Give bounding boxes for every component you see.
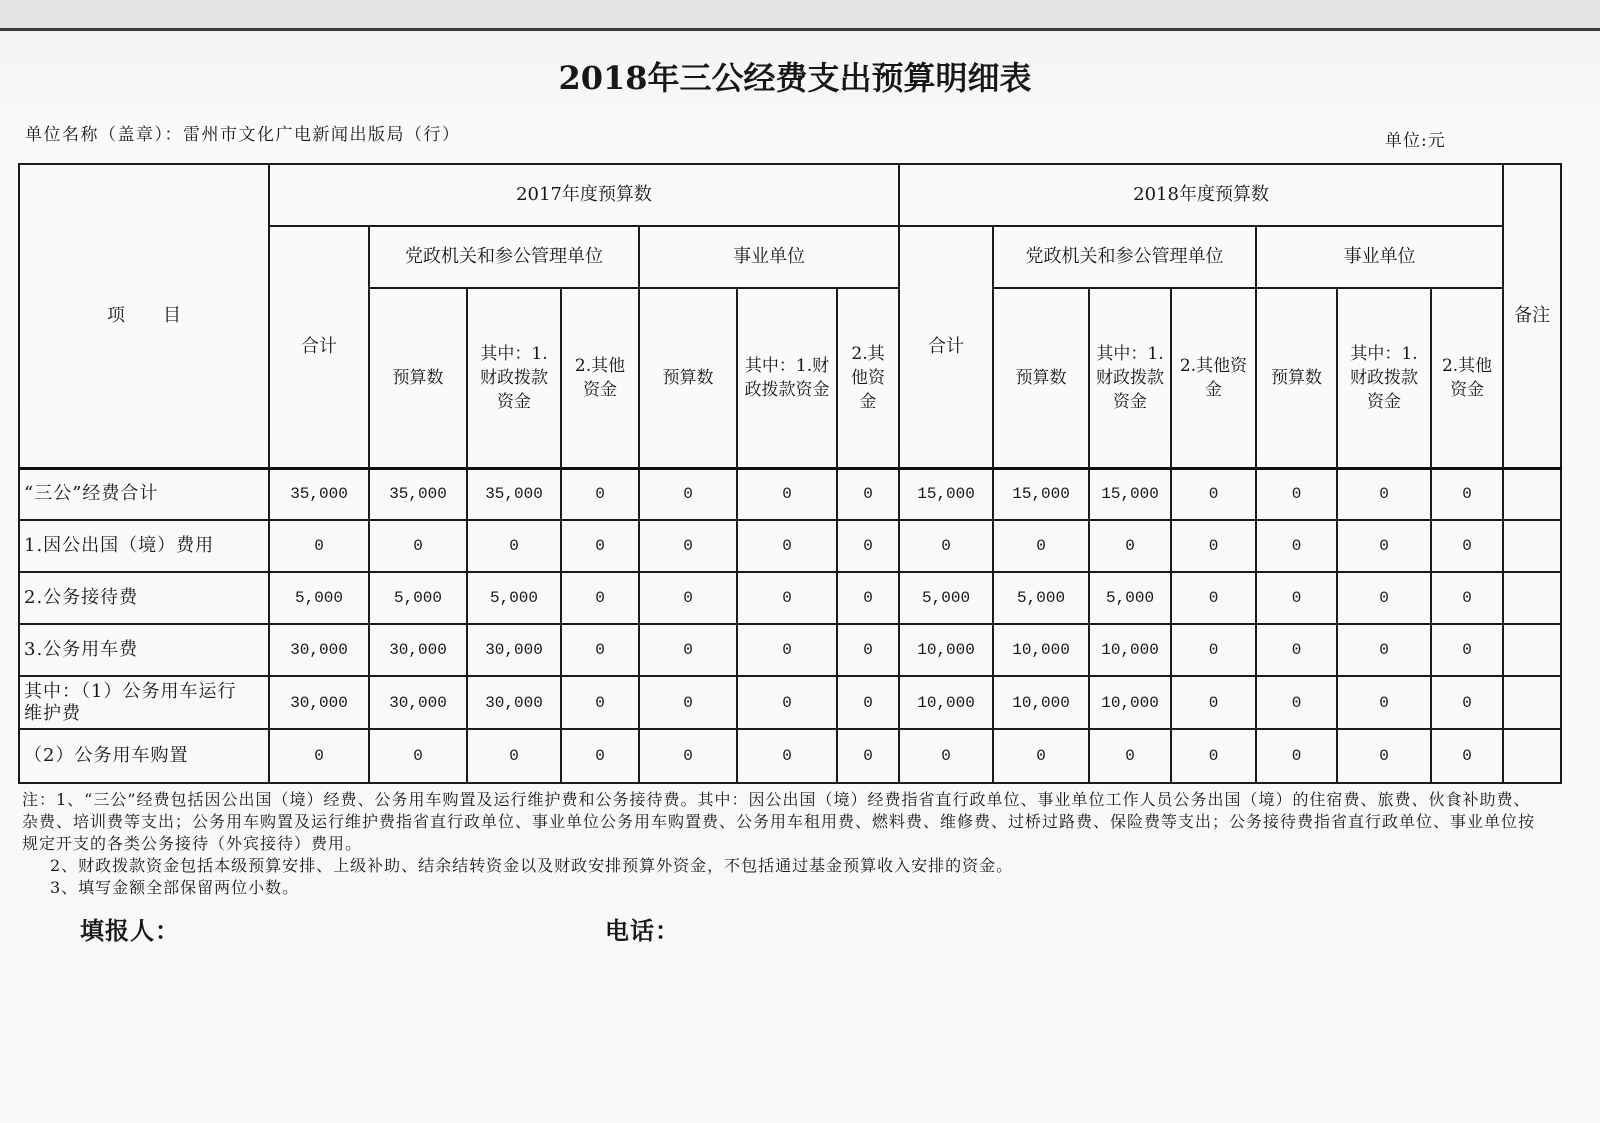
y2018-total-cell: 5,000 <box>899 572 993 624</box>
y2018-total-cell: 0 <box>899 520 993 572</box>
y2017-institution-fiscal-cell: 0 <box>737 676 837 729</box>
y2018-party-other-cell: 0 <box>1171 468 1256 520</box>
remarks-cell <box>1503 676 1561 729</box>
item-label: 1.因公出国（境）费用 <box>19 520 269 572</box>
item-label: 2.公务接待费 <box>19 572 269 624</box>
currency-unit: 单位:元 <box>1385 131 1446 151</box>
notes-section <box>22 789 1539 899</box>
item-label: （2）公务用车购置 <box>19 729 269 783</box>
y2018-party-other-cell: 0 <box>1171 624 1256 676</box>
y2017-party-other-cell: 0 <box>561 624 639 676</box>
item-label: 3.公务用车费 <box>19 624 269 676</box>
remarks-cell <box>1503 572 1561 624</box>
y2017-total-cell: 5,000 <box>269 572 369 624</box>
y2017-total-cell: 0 <box>269 729 369 783</box>
y2017-party-fiscal-cell: 30,000 <box>467 676 561 729</box>
year-2018-header: 2018年度预算数 <box>899 164 1503 226</box>
unit-name: 单位名称（盖章）：雷州市文化广电新闻出版局（行） <box>25 125 461 145</box>
item-label: 其中：（1）公务用车运行维护费 <box>19 676 269 729</box>
page-title: 2018年三公经费支出预算明细表 <box>558 59 1032 97</box>
y2017-institution-budget-cell: 0 <box>639 729 737 783</box>
y2018-party-budget-cell: 10,000 <box>993 624 1089 676</box>
y2018-institution-other-cell: 0 <box>1431 572 1503 624</box>
y2018-institution-fiscal-cell: 0 <box>1337 572 1431 624</box>
y2018-party-other-cell: 0 <box>1171 572 1256 624</box>
y2017-institution-budget-cell: 0 <box>639 624 737 676</box>
year-2017-institution-budget-header: 预算数 <box>639 288 737 468</box>
y2018-party-budget-cell: 0 <box>993 520 1089 572</box>
header-row-years <box>19 164 1561 226</box>
y2018-institution-budget-cell: 0 <box>1256 468 1337 520</box>
y2018-institution-fiscal-cell: 0 <box>1337 624 1431 676</box>
y2017-institution-other-cell: 0 <box>837 676 899 729</box>
y2018-party-fiscal-cell: 10,000 <box>1089 676 1171 729</box>
y2018-institution-fiscal-cell: 0 <box>1337 729 1431 783</box>
y2018-institution-fiscal-cell: 0 <box>1337 520 1431 572</box>
y2018-institution-fiscal-cell: 0 <box>1337 676 1431 729</box>
y2018-institution-other-cell: 0 <box>1431 520 1503 572</box>
y2018-institution-other-cell: 0 <box>1431 676 1503 729</box>
y2018-party-other-cell: 0 <box>1171 520 1256 572</box>
y2017-institution-fiscal-cell: 0 <box>737 624 837 676</box>
y2017-party-fiscal-cell: 0 <box>467 729 561 783</box>
y2017-institution-other-cell: 0 <box>837 520 899 572</box>
y2017-institution-other-cell: 0 <box>837 468 899 520</box>
year-2017-total-header: 合计 <box>269 226 369 468</box>
year-2018-total-header: 合计 <box>899 226 993 468</box>
item-column-header: 项目 <box>19 164 269 468</box>
table-body <box>19 468 1561 783</box>
year-2018-institution-fiscal-header: 其中：1.财政拨款资金 <box>1337 288 1431 468</box>
y2017-institution-fiscal-cell: 0 <box>737 572 837 624</box>
table-row-vehicle <box>19 624 1561 676</box>
paper-top-edge <box>0 0 1600 31</box>
y2018-institution-budget-cell: 0 <box>1256 676 1337 729</box>
table-row-vehicle-operation <box>19 676 1561 729</box>
y2018-party-other-cell: 0 <box>1171 676 1256 729</box>
budget-table <box>18 163 1562 784</box>
y2018-party-fiscal-cell: 5,000 <box>1089 572 1171 624</box>
phone-label: 电话： <box>605 916 680 945</box>
y2017-total-cell: 35,000 <box>269 468 369 520</box>
y2017-total-cell: 30,000 <box>269 624 369 676</box>
year-2017-party-budget-header: 预算数 <box>369 288 467 468</box>
y2017-institution-budget-cell: 0 <box>639 676 737 729</box>
y2018-total-cell: 10,000 <box>899 624 993 676</box>
y2017-party-other-cell: 0 <box>561 676 639 729</box>
note-3: 3、填写金额全部保留两位小数。 <box>50 878 300 897</box>
y2017-total-cell: 0 <box>269 520 369 572</box>
y2018-party-fiscal-cell: 0 <box>1089 520 1171 572</box>
filler-label: 填报人： <box>80 916 180 945</box>
y2017-party-other-cell: 0 <box>561 468 639 520</box>
year-2017-party-fiscal-header: 其中：1.财政拨款资金 <box>467 288 561 468</box>
y2018-party-budget-cell: 15,000 <box>993 468 1089 520</box>
y2018-institution-budget-cell: 0 <box>1256 572 1337 624</box>
remarks-cell <box>1503 468 1561 520</box>
y2017-institution-budget-cell: 0 <box>639 468 737 520</box>
y2017-institution-other-cell: 0 <box>837 624 899 676</box>
y2017-institution-fiscal-cell: 0 <box>737 468 837 520</box>
y2017-party-budget-cell: 35,000 <box>369 468 467 520</box>
y2018-institution-other-cell: 0 <box>1431 729 1503 783</box>
y2017-institution-other-cell: 0 <box>837 572 899 624</box>
y2018-party-budget-cell: 10,000 <box>993 676 1089 729</box>
y2018-total-cell: 10,000 <box>899 676 993 729</box>
year-2017-party-gov-header: 党政机关和参公管理单位 <box>369 226 639 288</box>
y2017-party-budget-cell: 30,000 <box>369 676 467 729</box>
y2018-party-fiscal-cell: 10,000 <box>1089 624 1171 676</box>
y2018-party-fiscal-cell: 0 <box>1089 729 1171 783</box>
y2017-party-fiscal-cell: 0 <box>467 520 561 572</box>
table-row-vehicle-purchase <box>19 729 1561 783</box>
year-2017-institution-other-header: 2.其他资金 <box>837 288 899 468</box>
y2017-party-fiscal-cell: 5,000 <box>467 572 561 624</box>
item-label: “三公”经费合计 <box>19 468 269 520</box>
remarks-header: 备注 <box>1503 164 1561 468</box>
year-2018-institution-header: 事业单位 <box>1256 226 1503 288</box>
table-row-overseas-travel <box>19 520 1561 572</box>
year-2018-party-fiscal-header: 其中：1.财政拨款资金 <box>1089 288 1171 468</box>
y2017-party-budget-cell: 0 <box>369 520 467 572</box>
table-header <box>19 164 1561 468</box>
y2018-institution-fiscal-cell: 0 <box>1337 468 1431 520</box>
year-2017-party-other-header: 2.其他资金 <box>561 288 639 468</box>
year-2017-header: 2017年度预算数 <box>269 164 899 226</box>
note-2: 2、财政拨款资金包括本级预算安排、上级补助、结余结转资金以及财政安排预算外资金，不包括通过基金预算收入安排的资金。 <box>50 856 1014 875</box>
y2018-total-cell: 15,000 <box>899 468 993 520</box>
year-2018-party-other-header: 2.其他资金 <box>1171 288 1256 468</box>
y2018-total-cell: 0 <box>899 729 993 783</box>
remarks-cell <box>1503 624 1561 676</box>
table-row-reception <box>19 572 1561 624</box>
y2018-party-budget-cell: 0 <box>993 729 1089 783</box>
y2017-party-other-cell: 0 <box>561 520 639 572</box>
year-2018-party-gov-header: 党政机关和参公管理单位 <box>993 226 1256 288</box>
y2018-institution-budget-cell: 0 <box>1256 624 1337 676</box>
y2018-party-budget-cell: 5,000 <box>993 572 1089 624</box>
y2017-institution-fiscal-cell: 0 <box>737 729 837 783</box>
y2017-total-cell: 30,000 <box>269 676 369 729</box>
y2017-party-budget-cell: 5,000 <box>369 572 467 624</box>
y2018-party-fiscal-cell: 15,000 <box>1089 468 1171 520</box>
y2017-party-budget-cell: 0 <box>369 729 467 783</box>
y2018-institution-other-cell: 0 <box>1431 468 1503 520</box>
y2017-party-fiscal-cell: 30,000 <box>467 624 561 676</box>
y2017-institution-other-cell: 0 <box>837 729 899 783</box>
y2017-institution-budget-cell: 0 <box>639 520 737 572</box>
y2017-institution-budget-cell: 0 <box>639 572 737 624</box>
remarks-cell <box>1503 729 1561 783</box>
y2018-institution-other-cell: 0 <box>1431 624 1503 676</box>
y2017-party-fiscal-cell: 35,000 <box>467 468 561 520</box>
y2017-party-other-cell: 0 <box>561 729 639 783</box>
year-2017-institution-header: 事业单位 <box>639 226 899 288</box>
y2017-party-other-cell: 0 <box>561 572 639 624</box>
y2017-party-budget-cell: 30,000 <box>369 624 467 676</box>
year-2018-party-budget-header: 预算数 <box>993 288 1089 468</box>
remarks-cell <box>1503 520 1561 572</box>
table-row-total <box>19 468 1561 520</box>
year-2017-institution-fiscal-header: 其中：1.财政拨款资金 <box>737 288 837 468</box>
y2018-institution-budget-cell: 0 <box>1256 520 1337 572</box>
y2018-institution-budget-cell: 0 <box>1256 729 1337 783</box>
year-2018-institution-other-header: 2.其他资金 <box>1431 288 1503 468</box>
y2017-institution-fiscal-cell: 0 <box>737 520 837 572</box>
note-1: 注：1、“三公”经费包括因公出国（境）经费、公务用车购置及运行维护费和公务接待费。其中：因公出国（境）经费指省直行政单位、事业单位工作人员公务出国（境）的住宿费、旅费、伙食补助费、杂费、培训费等支出；公务用车购置及运行维护费指省直行政单位、事业单位公务用车购置费、公务用车租用费、燃料费、维修费、过桥过路费、保险费等支出；公务接待费指省直行政单位、事业单位按规定开支的各类公务接待（外宾接待）费用。 <box>22 790 1536 853</box>
y2018-party-other-cell: 0 <box>1171 729 1256 783</box>
year-2018-institution-budget-header: 预算数 <box>1256 288 1337 468</box>
